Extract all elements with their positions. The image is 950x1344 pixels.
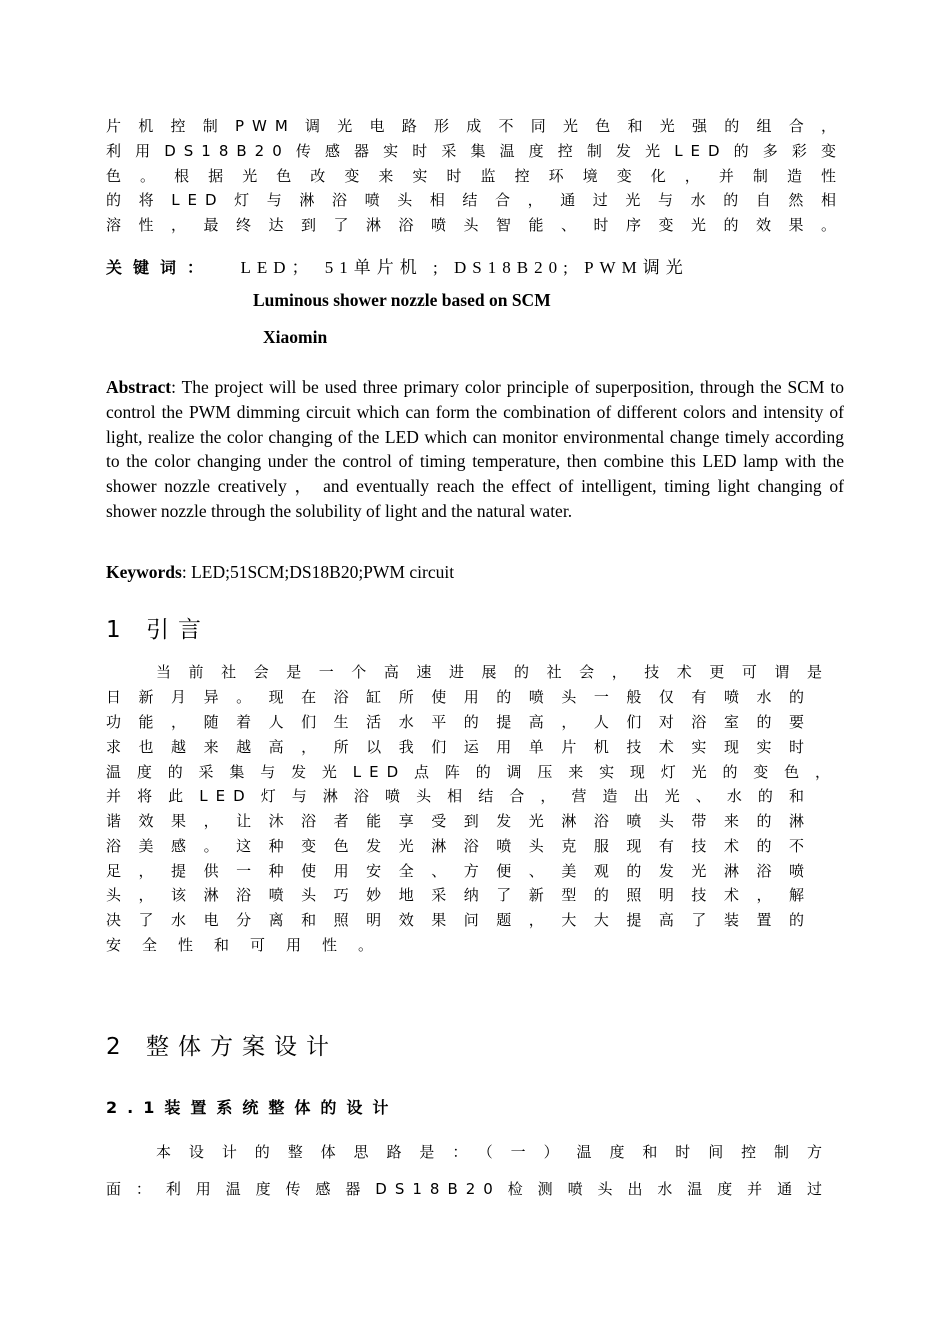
section-1-line: 并将此LED灯与淋浴喷头相结合，营造出光、水的和: [106, 787, 812, 805]
cn-abstract-line: 的将LED灯与淋浴喷头相结合，通过光与水的自然相: [106, 191, 844, 209]
en-abstract-text: : The project will be used three primary color principle of superposition, through the SCM to control the PWM dimming circuit which can form the combination of different colors and intensity of light, realize the color changing of the LED which can monitor environmental change timely according to the color changing under the control of timing temperature, then combine this LED lamp with the shower nozzle creatively ， and eventually reach the effect of intelligent, timing light changing of shower nozzle through the solubility of light and the natural water.: [106, 377, 844, 521]
section-1-line: 温度的采集与发光LED点阵的调压来实现灯光的变色，: [106, 763, 838, 781]
section-1-line: 功能，随着人们生活水平的提高，人们对浴室的要: [106, 713, 812, 731]
section-1-line: 浴美感。这种变色发光淋浴喷头克服现有技术的不: [106, 837, 812, 855]
section-1-line: 日新月异。现在浴缸所使用的喷头一般仅有喷水的: [106, 688, 812, 706]
section-1-line: 决了水电分离和照明效果问题，大大提高了装置的: [106, 911, 812, 929]
section-2-line: 面：利用温度传感器DS18B20检测喷头出水温度并通过: [106, 1180, 830, 1198]
cn-abstract-line: 片机控制PWM调光电路形成不同光色和光强的组合，: [106, 117, 844, 135]
section-1-line: 谐效果，让沐浴者能享受到发光淋浴喷头带来的淋: [106, 812, 812, 830]
section-1-line: 足，提供一种使用安全、方便、美观的发光淋浴喷: [106, 862, 812, 880]
cn-abstract-line: 溶性，最终达到了淋浴喷头智能、时序变光的效果。: [106, 216, 844, 234]
en-author: Xiaomin: [263, 327, 328, 347]
en-keywords-value: : LED;51SCM;DS18B20;PWM circuit: [181, 562, 455, 582]
cn-abstract-line: 利用DS18B20传感器实时采集温度控制发光LED的多彩变: [106, 142, 844, 160]
section-1-heading: 1 引言: [106, 617, 210, 643]
section-2-line: 本设计的整体思路是：（一）温度和时间控制方: [156, 1143, 830, 1161]
en-keywords: [106, 562, 454, 583]
cn-abstract-line: 色。根据光色改变来实时监控环境变化，并制造性: [106, 167, 844, 185]
section-1-line: 安全性和可用性。: [106, 936, 395, 954]
section-2-heading: 2 整体方案设计: [106, 1034, 338, 1060]
en-keywords-label: Keywords: [106, 562, 182, 582]
section-1-line: 当前社会是一个高速进展的社会，技术更可谓是: [156, 663, 830, 681]
section-2-1-heading: 2.1装置系统整体的设计: [106, 1098, 399, 1117]
en-abstract-label: Abstract: [106, 377, 172, 397]
en-title: Luminous shower nozzle based on SCM: [253, 290, 551, 310]
section-1-line: 头，该淋浴喷头巧妙地采纳了新型的照明技术，解: [106, 886, 812, 904]
section-1-line: 求也越来越高，所以我们运用单片机技术实现实时: [106, 738, 812, 756]
cn-keywords: [106, 253, 689, 278]
cn-keywords-value: LED； 51单片机 ; DS18B20; PWM调光: [240, 258, 689, 277]
cn-keywords-label: 关键词：: [106, 258, 215, 277]
en-abstract: [106, 375, 844, 524]
